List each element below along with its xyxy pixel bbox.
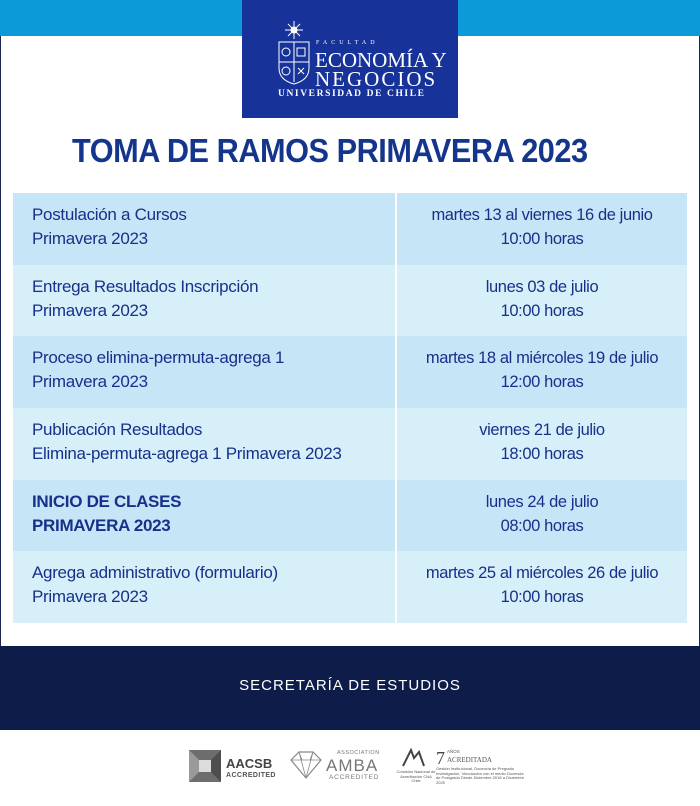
schedule-row: [13, 336, 687, 408]
event-date-line: martes 18 al miércoles 19 de julio: [425, 349, 659, 368]
event-label-line: Publicación Resultados: [32, 420, 203, 440]
event-time-line: 18:00 horas: [500, 445, 584, 464]
event-date: [397, 265, 687, 337]
aacsb-logo-icon: [189, 750, 221, 782]
event-time-line: 10:00 horas: [500, 588, 584, 607]
event-label-line: Primavera 2023: [32, 300, 148, 320]
event-date-line: martes 25 al miércoles 26 de julio: [425, 564, 659, 583]
event-time-line: 12:00 horas: [500, 373, 584, 392]
schedule-row: [13, 265, 687, 337]
university-crest-icon: [276, 20, 312, 86]
footer-bar: [0, 646, 700, 730]
cna-areas: Gestión Institucional, Docencia de Pregrado Investigación, Vinculación con el medio Docencia de Postgrado Desde Diciembre 2018 a Diciembre 2025: [436, 766, 525, 785]
event-date: [397, 408, 687, 480]
cna-agency: Comisión Nacional de Acreditación CNA Chile: [396, 769, 436, 783]
event-date: [397, 480, 687, 552]
cna-years-label: AÑOS: [447, 749, 460, 754]
event-label-line: PRIMAVERA 2023: [32, 515, 171, 535]
event-label-line: INICIO DE CLASES: [32, 491, 182, 511]
logo-university-text: UNIVERSIDAD DE CHILE: [278, 89, 426, 99]
event-label: [13, 408, 397, 480]
schedule-row: [13, 193, 687, 265]
event-time-line: 10:00 horas: [500, 301, 584, 320]
cna-status: ACREDITADA: [447, 756, 492, 764]
schedule-row: [13, 408, 687, 480]
page-title: TOMA DE RAMOS PRIMAVERA 2023: [72, 132, 588, 169]
amba-association: ASSOCIATION: [337, 750, 380, 756]
event-label-line: Primavera 2023: [32, 229, 148, 248]
aacsb-name: AACSB: [226, 756, 273, 771]
schedule-table: [13, 193, 687, 623]
faculty-logo: [242, 0, 458, 118]
event-date-line: viernes 21 de julio: [479, 421, 605, 440]
event-label: [13, 480, 397, 552]
event-date: [397, 551, 687, 623]
event-date: [397, 193, 687, 265]
event-time-line: 10:00 horas: [500, 230, 584, 248]
logo-economia-text: ECONOMÍA Y: [315, 48, 447, 72]
schedule-row: [13, 551, 687, 623]
event-date-line: lunes 24 de julio: [485, 492, 599, 511]
event-label-line: Agrega administrativo (formulario): [32, 563, 278, 583]
amba-name: AMBA: [326, 756, 379, 775]
event-label-line: Postulación a Cursos: [32, 205, 187, 224]
event-label-line: Primavera 2023: [32, 372, 148, 392]
amba-sub: ACCREDITED: [329, 774, 380, 781]
event-label: [13, 265, 397, 337]
event-time-line: 08:00 horas: [500, 516, 584, 535]
aacsb-sub: ACCREDITED: [226, 772, 276, 779]
event-label-line: Elimina-permuta-agrega 1 Primavera 2023: [32, 444, 342, 464]
logo-negocios-text: NEGOCIOS: [315, 67, 438, 91]
event-label: [13, 551, 397, 623]
office-name: SECRETARÍA DE ESTUDIOS: [239, 677, 461, 694]
cna-years: 7: [436, 748, 445, 768]
event-label-line: Primavera 2023: [32, 587, 148, 607]
event-label-line: Entrega Resultados Inscripción: [32, 276, 259, 296]
event-label-line: Proceso elimina-permuta-agrega 1: [32, 348, 285, 368]
schedule-row: [13, 480, 687, 552]
event-date: [397, 336, 687, 408]
cna-logo-icon: [400, 748, 426, 768]
accreditation-strip: [0, 748, 700, 788]
logo-facultad-text: FACULTAD: [316, 40, 379, 46]
event-label: [13, 336, 397, 408]
amba-diamond-icon: [289, 750, 323, 780]
event-date-line: martes 13 al viernes 16 de junio: [431, 206, 653, 224]
event-label: [13, 193, 397, 265]
event-date-line: lunes 03 de julio: [485, 277, 599, 296]
